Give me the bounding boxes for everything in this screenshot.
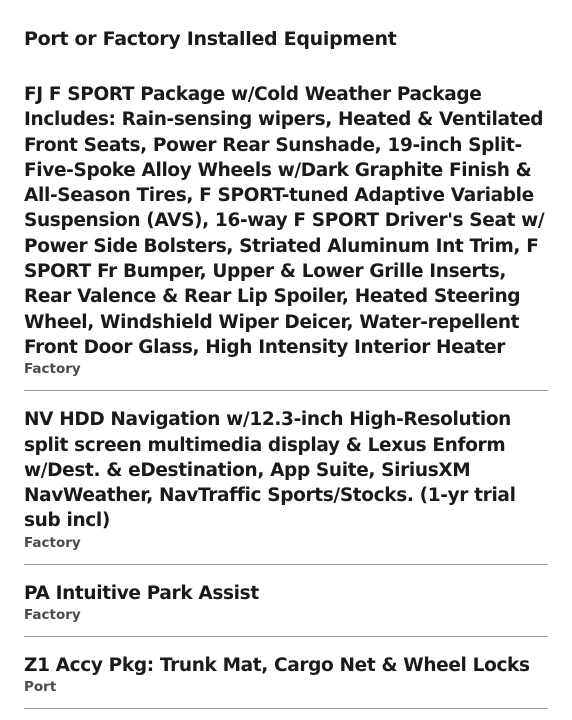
equipment-item-title: PA Intuitive Park Assist: [24, 582, 259, 604]
equipment-item-z1-accy-pkg: [24, 653, 548, 709]
equipment-item-title: NV HDD Navigation w/12.3-inch High-Resolution split screen multimedia display & Lexus Enform w/Dest. & eDestination, App Suite, SiriusXM NavWeather, NavTraffic Sports/Stocks. (1-yr trial sub incl): [24, 409, 516, 532]
section-heading: Port or Factory Installed Equipment: [24, 28, 397, 50]
equipment-item-pa-park-assist: [24, 581, 548, 637]
equipment-item-source: Factory: [24, 534, 81, 551]
equipment-item-source: Factory: [24, 361, 81, 378]
equipment-item-title: Z1 Accy Pkg: Trunk Mat, Cargo Net & Wheel Locks: [24, 655, 530, 677]
equipment-item-title: FJ F SPORT Package w/Cold Weather Package Includes: Rain-sensing wipers, Heated & Ventilated Front Seats, Power Rear Sunshade, 19-inch Split-Five-Spoke Alloy Wheels w/Dark Graphite Finish & All-Season Tires, F SPORT-tuned Adaptive Variable Suspension (AVS), 16-way F SPORT Driver's Seat w/ Power Side Bolsters, Striated Aluminum Int Trim, F SPORT Fr Bumper, Upper & Lower Grille Inserts, Rear Valence & Rear Lip Spoiler, Heated Steering Wheel, Windshield Wiper Deicer, Water-repellent Front Door Glass, High Intensity Interior Heater: [24, 84, 545, 358]
equipment-item-source: Factory: [24, 607, 81, 624]
equipment-item-source: Port: [24, 679, 57, 696]
equipment-item-nv-navigation: [24, 407, 548, 564]
equipment-item-fj-f-sport-package: [24, 82, 548, 391]
